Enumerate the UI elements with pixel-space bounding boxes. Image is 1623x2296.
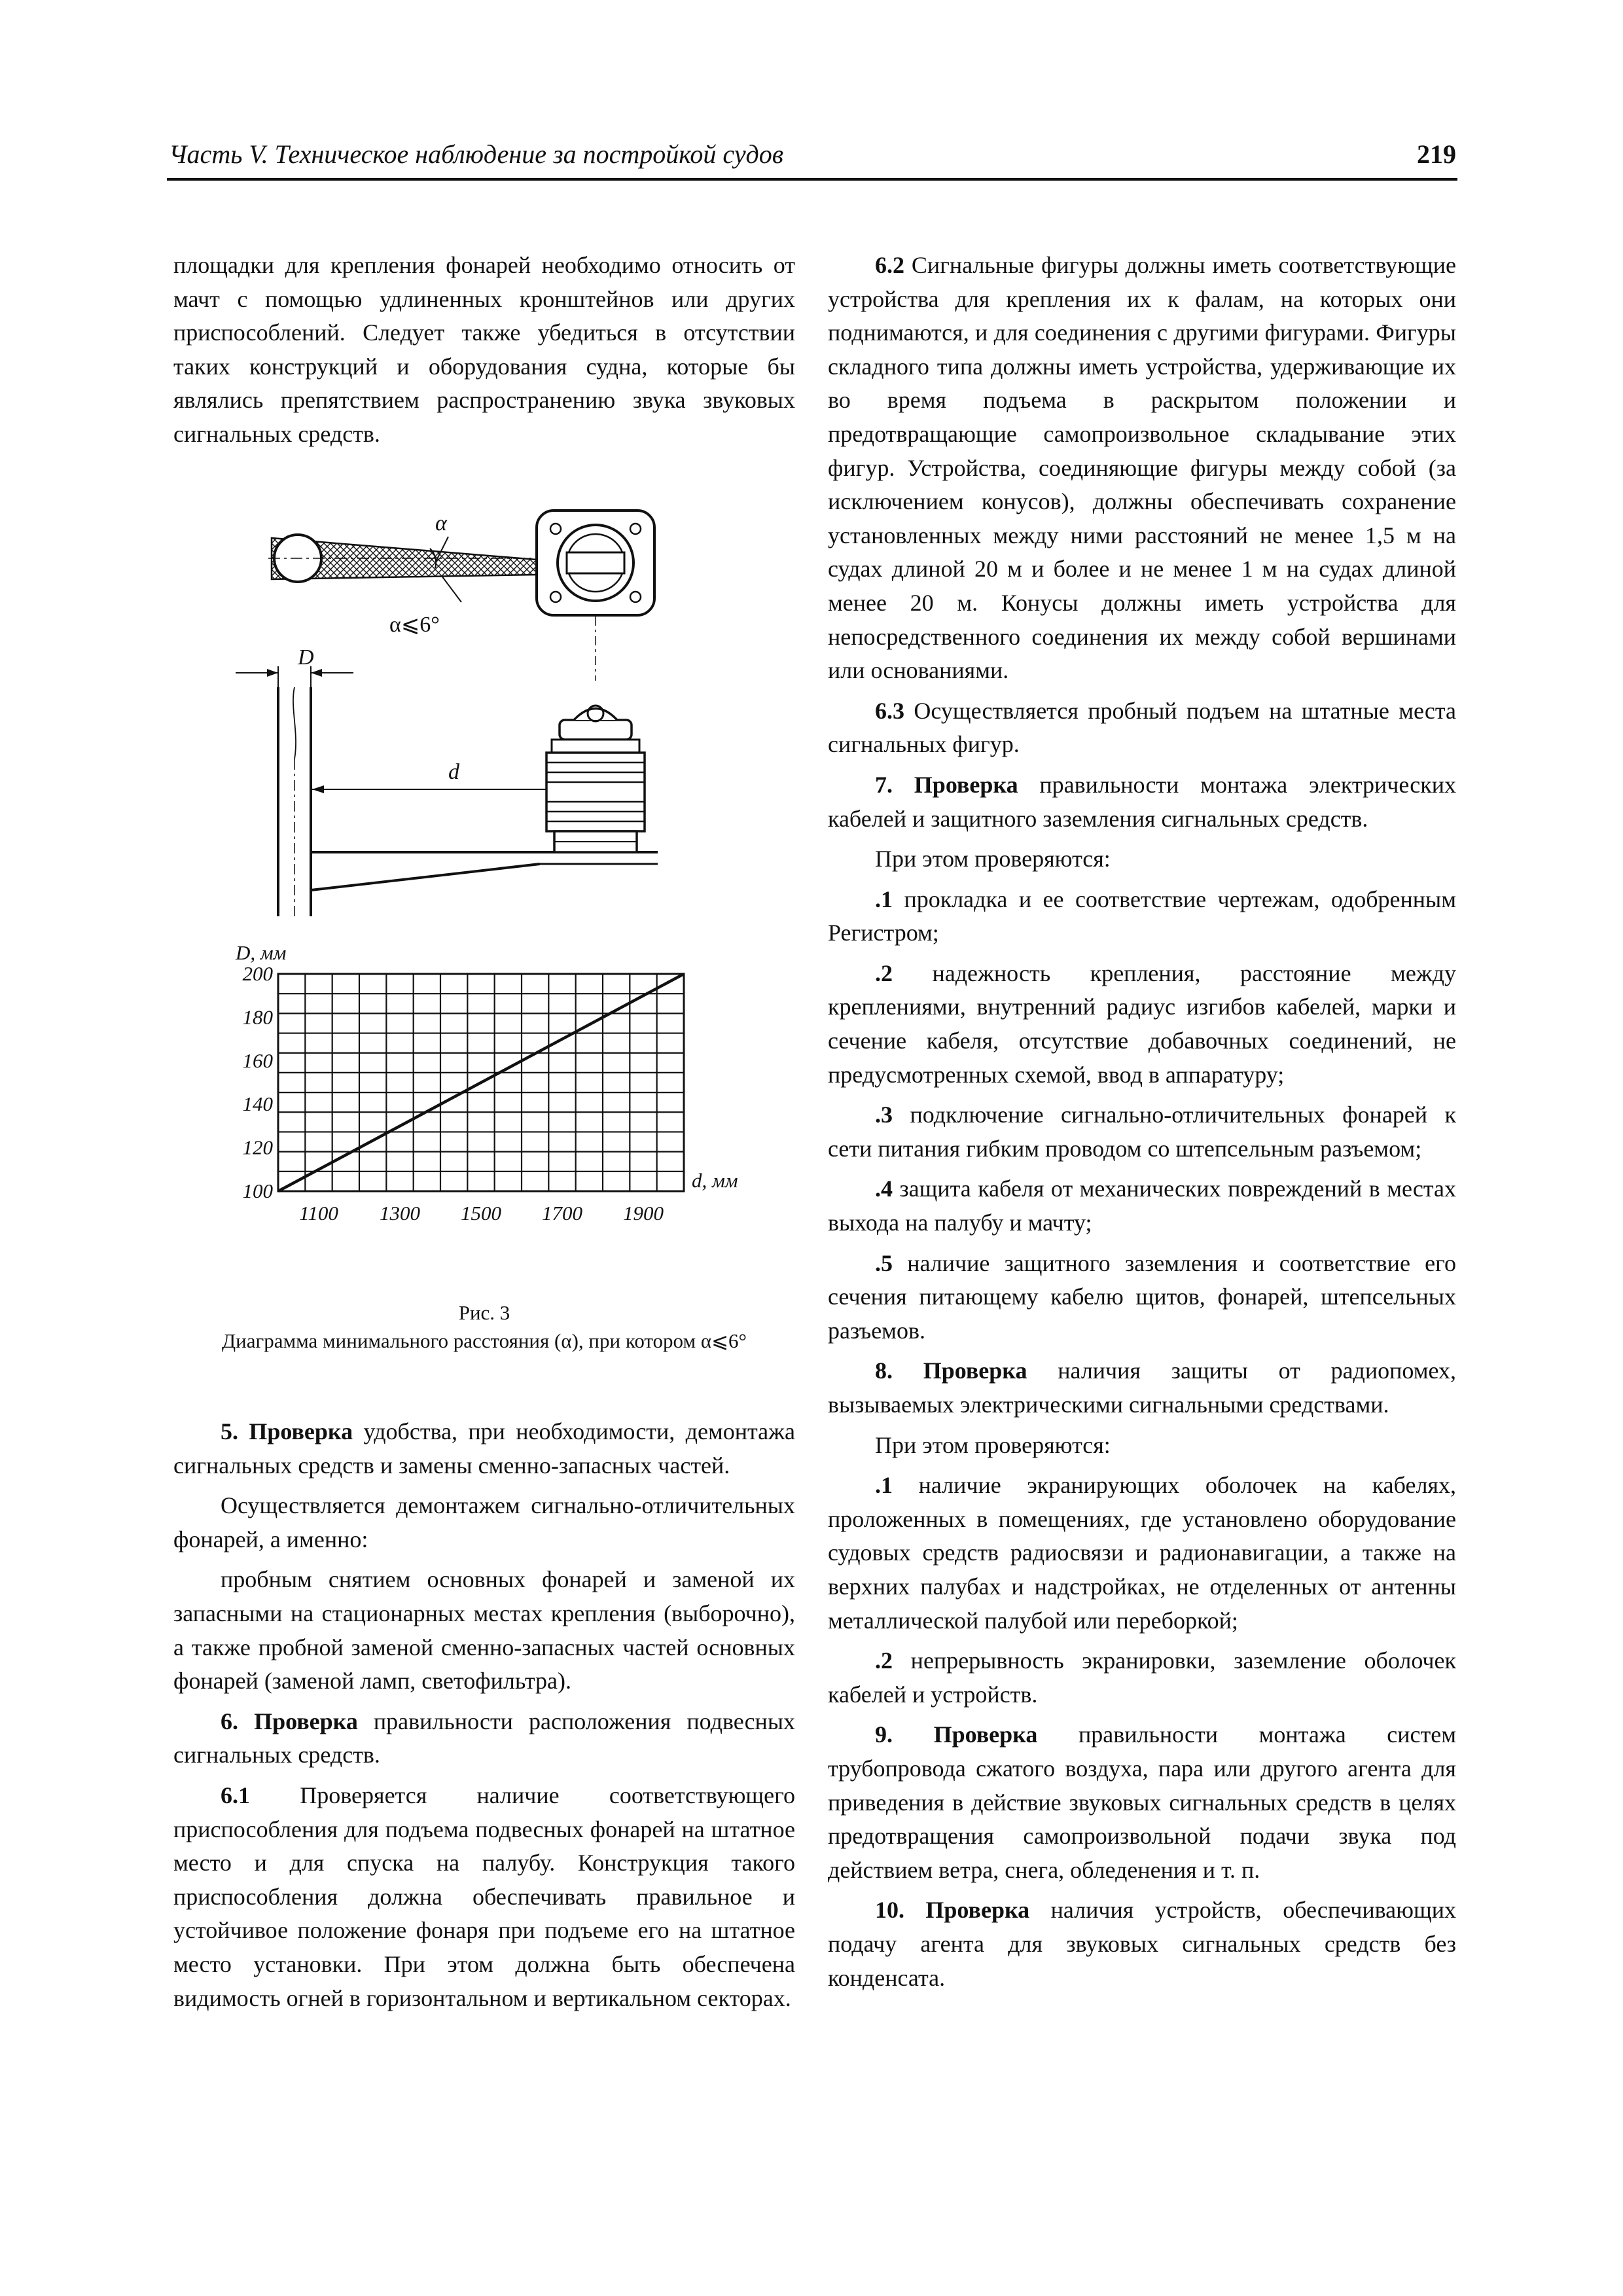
paragraph-text: правильности монтажа электрических кабелей и защитного заземления сигнальных средств. [828,771,1456,832]
y-tick-label: 100 [242,1179,273,1202]
page-number: 219 [1417,139,1456,169]
paragraph [173,1563,795,1698]
paragraph-heading: .5 [875,1249,893,1276]
x-tick-label: 1500 [461,1202,501,1225]
paragraph-heading: 7. Проверка [875,771,1018,798]
paragraph-text: наличия защиты от радиопомех, вызываемых электрическими сигнальными средствами. [828,1357,1457,1418]
paragraph [828,883,1456,950]
x-tick-label: 1100 [299,1202,338,1225]
right-column [828,249,1456,1995]
paragraph [828,957,1456,1092]
paragraph [173,1415,795,1482]
paragraph-heading: .4 [875,1175,893,1202]
paragraph-text: наличия устройств, обеспечивающих подачу агента для звуковых сигнальных средств без конденсата. [828,1897,1456,1991]
y-tick-label: 120 [242,1136,273,1159]
paragraph-heading: .3 [875,1102,893,1128]
paragraph [828,1893,1456,1995]
paragraph-text: Осуществляется демонтажем сигнально-отличительных фонарей, а именно: [173,1492,795,1552]
x-axis-label: d, мм [692,1169,738,1192]
paragraph-heading: .1 [875,886,893,912]
alpha-label: α [435,511,447,535]
x-tick-label: 1700 [542,1202,582,1225]
paragraph-heading: 6. Проверка [221,1708,358,1734]
paragraph [828,842,1456,876]
paragraph [828,1469,1456,1638]
paragraph-heading: 9. Проверка [875,1721,1038,1748]
paragraph-text: наличие экранирующих оболочек на кабелях, проложенных в помещениях, где установлено оборудование судовых средств радиосвязи и радионавигации, а также на верхних палубах и надстройках, не отделенных от антенны металлической палубой или переборкой; [828,1472,1456,1634]
paragraph-heading: .1 [875,1472,893,1499]
paragraph [828,1644,1456,1712]
paragraph-text: удобства, при необходимости, демонтажа сигнальных средств и замены сменно-запасных частей. [173,1418,795,1479]
y-tick-labels [243,962,274,1202]
D-label: D [298,645,314,670]
paragraph-text: Осуществляется пробный подъем на штатные места сигнальных фигур. [828,697,1456,758]
paragraph [828,1429,1456,1463]
paragraph [828,768,1456,836]
paragraph-text: правильности монтажа систем трубопровода сжатого воздуха, пара или другого агента для приведения в действие звуковых сигнальных средств в целях предотвращения самопроизвольной подачи звука под действием ветра, снега, обледенения и т. п. [828,1721,1456,1883]
paragraph [173,1705,795,1772]
y-tick-label: 200 [242,962,273,985]
paragraph-heading: 6.1 [221,1782,250,1808]
left-column-bottom [173,1415,795,2015]
paragraph-text: подключение сигнально-отличительных фонарей к сети питания гибким проводом со штепсельным разъемом; [828,1102,1456,1162]
paragraph [828,1354,1456,1422]
d-label: d [448,760,459,784]
paragraph [828,1172,1456,1240]
paragraph-text: При этом проверяются: [875,1431,1111,1458]
y-tick-label: 160 [242,1049,273,1072]
paragraph [173,1489,795,1556]
paragraph-text: При этом проверяются: [875,846,1111,872]
chart-D-vs-d [173,497,795,1293]
paragraph-text: площадки для крепления фонарей необходимо относить от мачт с помощью удлиненных кронштейнов или других приспособлений. Следует также убедиться в отсутствии таких конструкций и оборудования судна, которые бы являлись препятствием распространению звука звуковых сигнальных средств. [173,252,795,447]
paragraph-text: правильности расположения подвесных сигнальных средств. [173,1708,796,1768]
paragraph [173,249,795,452]
paragraph-heading: 5. Проверка [221,1418,353,1444]
paragraph-heading: .2 [875,1647,893,1674]
y-axis-label: D, мм [236,941,287,964]
paragraph-text: Сигнальные фигуры должны иметь соответствующие устройства для крепления их к фалам, на которых они поднимаются, и для соединения с другими фигурами. Фигуры складного типа должны иметь устройства, удерживающие их во время подъема в раскрытом положении и предотвращающие самопроизвольное складывание этих фигур. Устройства, соединяющие фигуры между собой (за исключением конусов), должны обеспечивать сохранение установленных между ними расстояний не менее 1,5 м на судах длиной 20 м и более и не менее 1 м на судах длиной менее 20 м. Конусы должны иметь устройства для непосредственного соединения их между собой вершинами или основаниями. [828,252,1456,684]
figure-3 [173,497,795,1355]
paragraph [828,1247,1456,1348]
paragraph-text: непрерывность экранировки, заземление оболочек кабелей и устройств. [828,1647,1456,1708]
paragraph-text: пробным снятием основных фонарей и заменой их запасными на стационарных местах крепления (выборочно), а также пробной заменой сменно-запасных частей основных фонарей (заменой ламп, светофильтра). [173,1566,795,1695]
paragraph-heading: 6.2 [875,252,904,278]
paragraph-heading: 8. Проверка [875,1357,1027,1384]
figure-caption-number: Рис. 3 [458,1301,510,1324]
x-tick-label: 1300 [380,1202,420,1225]
figure-caption-text: Диаграмма минимального расстояния (α), при котором α⩽6° [222,1329,747,1352]
y-tick-label: 180 [242,1005,273,1029]
x-tick-labels [299,1202,664,1225]
y-tick-label: 140 [242,1092,273,1116]
paragraph-text: наличие защитного заземления и соответствие его сечения питающему кабелю щитов, фонарей, штепсельных разъемов. [828,1249,1456,1344]
paragraph [828,249,1456,688]
paragraph-heading: .2 [875,960,893,986]
paragraph-heading: 10. Проверка [875,1897,1030,1924]
x-tick-label: 1900 [623,1202,664,1225]
paragraph [173,1779,795,2015]
paragraph-text: надежность крепления, расстояние между креплениями, внутренний радиус изгибов кабелей, марки и сечение кабеля, отсутствие добавочных соединений, не предусмотренных схемой, ввод в аппаратуру; [828,960,1456,1088]
left-column-top [173,249,795,452]
paragraph [828,1098,1456,1166]
paragraph-text: прокладка и ее соответствие чертежам, одобренным Регистром; [828,886,1456,946]
chart-series [278,974,684,1191]
header-rule [167,178,1457,181]
paragraph [828,1718,1456,1887]
paragraph-text: защита кабеля от механических повреждений в местах выхода на палубу и мачту; [828,1175,1456,1236]
paragraph [828,694,1456,762]
series-line [278,974,684,1191]
alpha-limit-label: α⩽6° [389,613,440,637]
header-title: Часть V. Техническое наблюдение за постройкой судов [169,139,784,169]
paragraph-heading: 6.3 [875,697,904,724]
paragraph-text: Проверяется наличие соответствующего приспособления для подъема подвесных фонарей на штатное место и для спуска на палубу. Конструкция такого приспособления должна обеспечивать правильное и устойчивое положение фонаря при подъеме его на штатное место установки. При этом должна быть обеспечена видимость огней в горизонтальном и вертикальном секторах. [173,1782,795,2011]
